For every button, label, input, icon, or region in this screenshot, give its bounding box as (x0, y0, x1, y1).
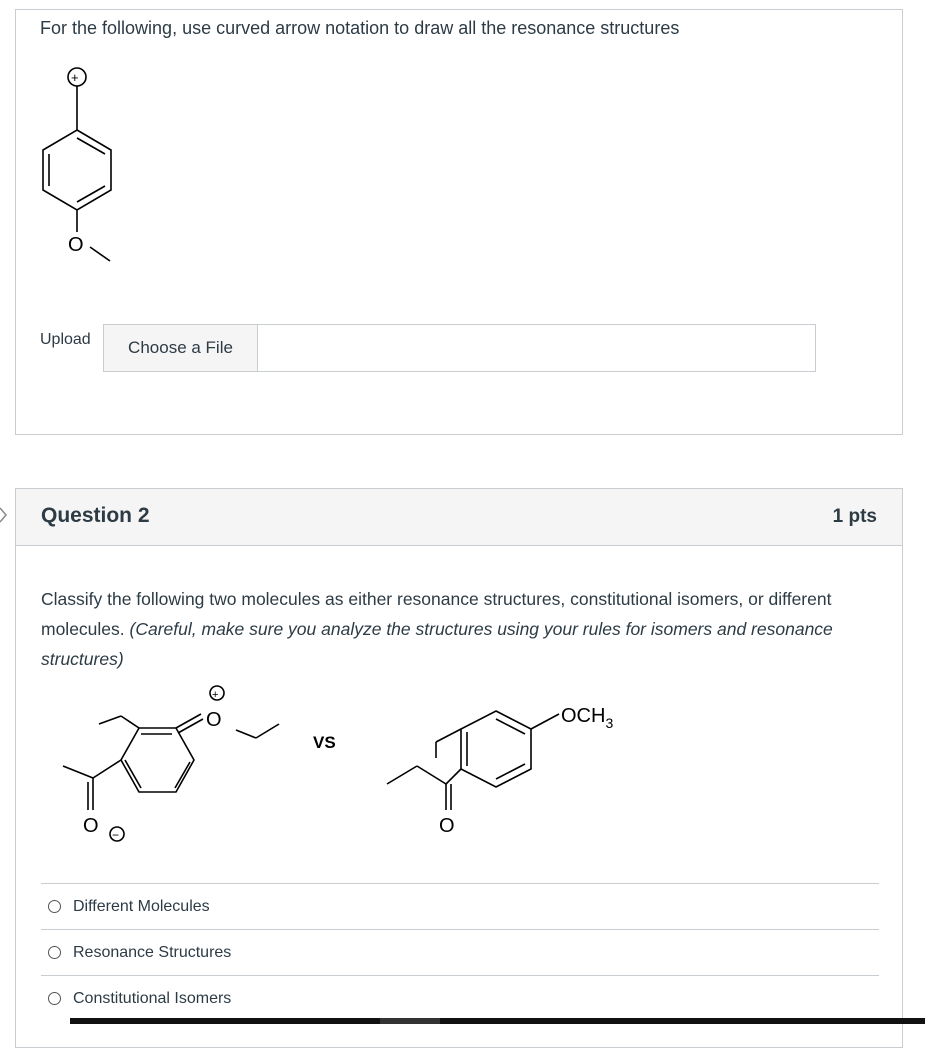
chevron-right-icon[interactable] (0, 505, 10, 525)
question-2-title: Question 2 (41, 504, 150, 527)
option-constitutional-isomers[interactable] (41, 975, 879, 1021)
option-resonance-structures[interactable] (41, 929, 879, 975)
prompt-plain: Classify the following two molecules as either resonance structures, constitutional isomers, or different molecules. (41, 589, 832, 639)
option-label: Resonance Structures (73, 943, 232, 961)
question-2-card (15, 488, 903, 1048)
substituent-label: $OCH_3$ (561, 705, 614, 731)
prompt-italic: (Careful, make sure you analyze the structures using your rules for isomers and resonance structures) (41, 619, 833, 669)
bottom-scrollbar-track (70, 1018, 925, 1024)
oxygen-top-label: O (206, 709, 222, 731)
oxygen-bottom-label: O (83, 815, 99, 837)
radio-icon[interactable] (48, 946, 61, 959)
vs-label: VS (313, 733, 336, 752)
charge-label: + (71, 70, 79, 85)
file-upload-field[interactable] (103, 324, 816, 372)
question-2-prompt (41, 584, 871, 674)
question-1-prompt: For the following, use curved arrow notation to draw all the resonance structures (40, 18, 680, 38)
bottom-scrollbar-thumb[interactable] (380, 1018, 440, 1024)
charge-bottom-label: − (112, 828, 120, 842)
choose-file-button[interactable]: Choose a File (104, 325, 258, 371)
option-label: Constitutional Isomers (73, 989, 232, 1007)
answer-options (41, 883, 879, 1021)
upload-label: Upload (40, 331, 91, 348)
question-2-molecules (41, 684, 641, 874)
charge-top-label: + (212, 689, 219, 701)
question-2-header (16, 489, 902, 546)
question-2-points: 1 pts (832, 506, 877, 527)
radio-icon[interactable] (48, 900, 61, 913)
option-different-molecules[interactable] (41, 883, 879, 929)
molecule-b (387, 711, 559, 810)
carbonyl-oxygen-label: O (439, 815, 455, 837)
radio-icon[interactable] (48, 992, 61, 1005)
option-label: Different Molecules (73, 897, 210, 915)
question-1-molecule (40, 60, 160, 280)
oxygen-label: O (68, 234, 84, 256)
